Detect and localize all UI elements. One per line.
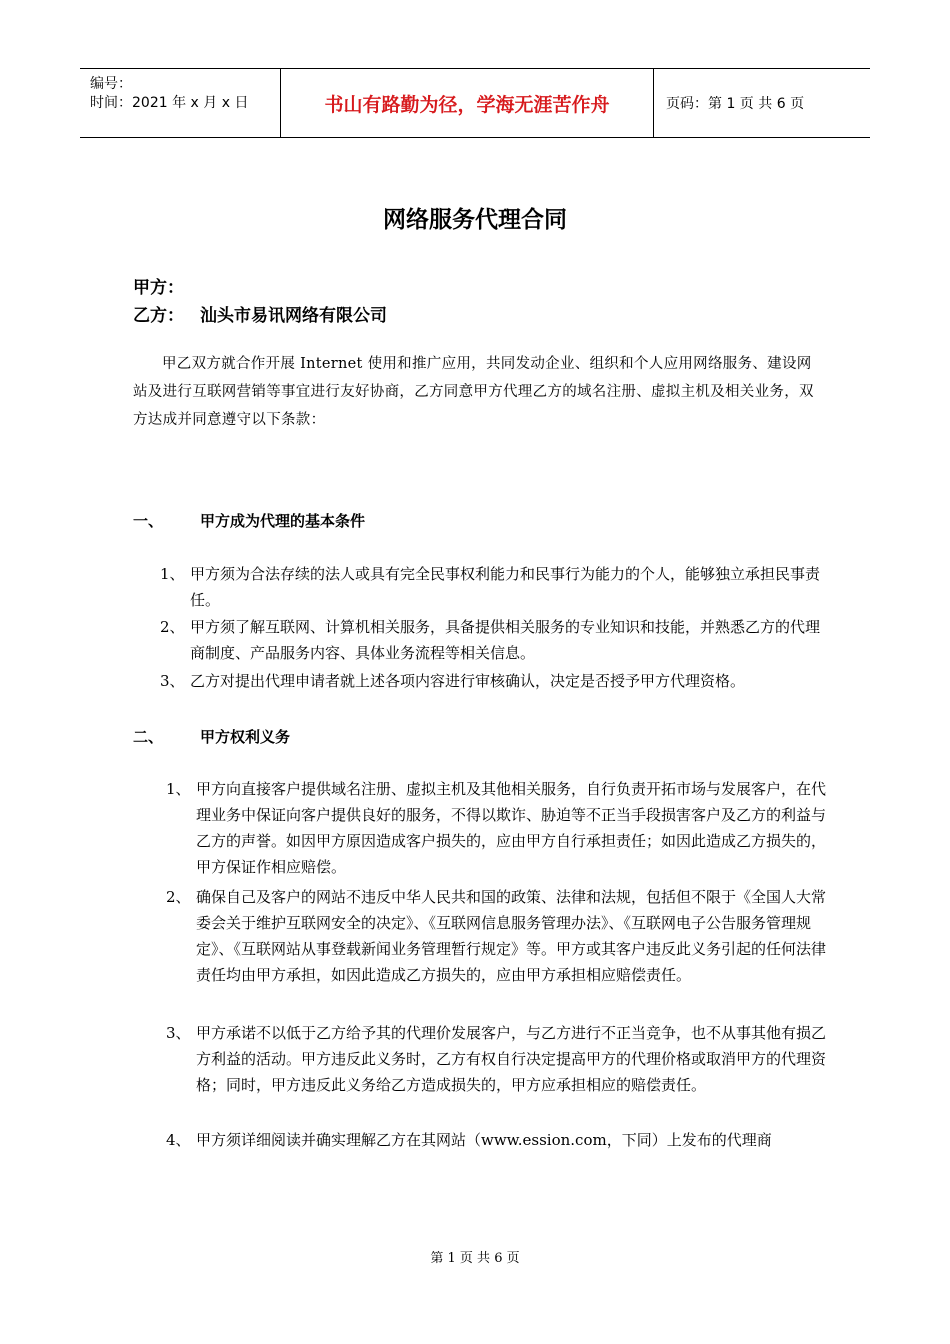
party-b-name: 汕头市易讯网络有限公司 <box>200 306 387 326</box>
header-page-cell <box>654 69 870 137</box>
clause-text: 甲方须为合法存续的法人或具有完全民事权利能力和民事行为能力的个人，能够独立承担民事责任。 <box>190 565 821 609</box>
party-b-label: 乙方： <box>133 306 184 326</box>
clause-item <box>166 884 826 988</box>
clause-item <box>166 1020 826 1098</box>
section-heading <box>133 510 365 531</box>
header-left-cell <box>80 69 281 137</box>
clause-number: 4、 <box>166 1131 191 1149</box>
party-a-label: 甲方： <box>133 278 184 298</box>
clause-item <box>166 1127 846 1153</box>
section-heading <box>133 726 290 747</box>
clause-number: 2、 <box>166 888 191 906</box>
party-a <box>133 273 184 298</box>
document-title: 网络服务代理合同 <box>383 206 567 233</box>
header-page-info: 页码：第 1 页 共 6 页 <box>666 96 805 112</box>
party-b <box>133 301 387 326</box>
page-header <box>80 68 870 138</box>
intro-paragraph: 甲乙双方就合作开展 Internet 使用和推广应用，共同发动企业、组织和个人应用网络服务、建设网站及进行互联网营销等事宜进行友好协商，乙方同意甲方代理乙方的域名注册、虚拟主机及相关业务，双方达成并同意遵守以下条款： <box>133 356 814 428</box>
clause-text: 甲方向直接客户提供域名注册、虚拟主机及其他相关服务，自行负责开拓市场与发展客户，在代理业务中保证向客户提供良好的服务，不得以欺诈、胁迫等不正当手段损害客户及乙方的利益与乙方的声誉。如因甲方原因造成客户损失的，应由甲方自行承担责任；如因此造成乙方损失的，甲方保证作相应赔偿。 <box>196 780 827 876</box>
clause-text: 甲方须详细阅读并确实理解乙方在其网站（www.ession.com，下同）上发布的代理商 <box>196 1131 772 1149</box>
clause-text: 乙方对提出代理申请者就上述各项内容进行审核确认，决定是否授予甲方代理资格。 <box>190 672 746 690</box>
section-title: 甲方成为代理的基本条件 <box>200 512 366 530</box>
section-number: 二、 <box>133 728 164 746</box>
clause-item <box>166 776 826 880</box>
clause-text: 甲方承诺不以低于乙方给予其的代理价发展客户，与乙方进行不正当竞争，也不从事其他有损乙方利益的活动。甲方违反此义务时，乙方有权自行决定提高甲方的代理价格或取消甲方的代理资格；同时，甲方违反此义务给乙方造成损失的，甲方应承担相应的赔偿责任。 <box>196 1024 827 1094</box>
header-motto-cell <box>281 69 654 137</box>
document-date: 时间：2021 年 x 月 x 日 <box>90 95 249 111</box>
header-motto: 书山有路勤为径，学海无涯苦作舟 <box>324 93 610 116</box>
section-number: 一、 <box>133 512 164 530</box>
section-title: 甲方权利义务 <box>200 728 291 746</box>
clause-item <box>160 614 830 666</box>
clause-text: 确保自己及客户的网站不违反中华人民共和国的政策、法律和法规，包括但不限于《全国人大常委会关于维护互联网安全的决定》、《互联网信息服务管理办法》、《互联网电子公告服务管理规定》、《互联网站从事登载新闻业务管理暂行规定》等。甲方或其客户违反此义务引起的任何法律责任均由甲方承担，如因此造成乙方损失的，应由甲方承担相应赔偿责任。 <box>196 888 827 984</box>
clause-number: 1、 <box>160 565 185 583</box>
clause-number: 2、 <box>160 618 185 636</box>
page-footer: 第 1 页 共 6 页 <box>430 1251 520 1266</box>
clause-text: 甲方须了解互联网、计算机相关服务，具备提供相关服务的专业知识和技能，并熟悉乙方的代理商制度、产品服务内容、具体业务流程等相关信息。 <box>190 618 821 662</box>
clause-number: 3、 <box>160 672 185 690</box>
document-number-label: 编号： <box>90 76 132 92</box>
clause-item <box>160 668 830 694</box>
clause-number: 1、 <box>166 780 191 798</box>
clause-item <box>160 561 830 613</box>
clause-number: 3、 <box>166 1024 191 1042</box>
